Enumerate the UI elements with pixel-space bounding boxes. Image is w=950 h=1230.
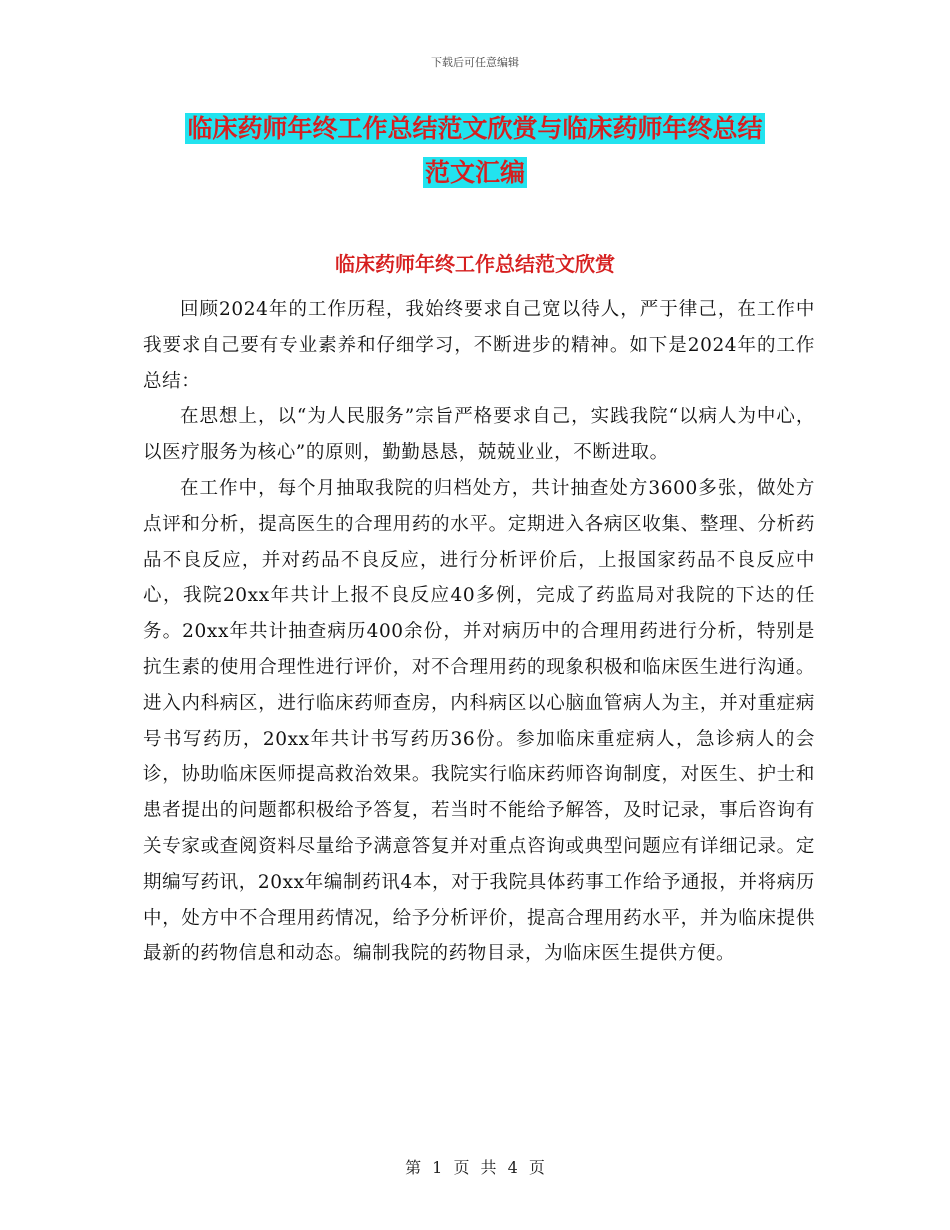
page-footer: 第 1 页 共 4 页 [405,1158,545,1177]
document-title-line1 [0,112,950,146]
section-heading: 临床药师年终工作总结范文欣赏 [335,252,615,276]
document-title-line2 [0,156,950,190]
body-text [143,292,815,972]
paragraph-1: 回顾2024年的工作历程，我始终要求自己宽以待人，严于律己，在工作中我要求自己要有专业素养和仔细学习，不断进步的精神。如下是2024年的工作总结： [143,299,815,392]
paragraph-3: 在工作中，每个月抽取我院的归档处方，共计抽查处方3600多张，做处方点评和分析，提高医生的合理用药的水平。定期进入各病区收集、整理、分析药品不良反应，并对药品不良反应，进行分析评价后，上报国家药品不良反应中心，我院20xx年共计上报不良反应40多例，完成了药监局对我院的下达的任务。20xx年共计抽查病历400余份，并对病历中的合理用药进行分析，特别是抗生素的使用合理性进行评价，对不合理用药的现象积极和临床医生进行沟通。进入内科病区，进行临床药师查房，内科病区以心脑血管病人为主，并对重症病号书写药历，20xx年共计书写药历36份。参加临床重症病人，急诊病人的会诊，协助临床医师提高救治效果。我院实行临床药师咨询制度，对医生、护士和患者提出的问题都积极给予答复，若当时不能给予解答，及时记录，事后咨询有关专家或查阅资料尽量给予满意答复并对重点咨询或典型问题应有详细记录。定期编写药讯，20xx年编制药讯4本，对于我院具体药事工作给予通报，并将病历中，处方中不合理用药情况，给予分析评价，提高合理用药水平，并为临床提供最新的药物信息和动态。编制我院的药物目录，为临床医生提供方便。 [143,477,815,965]
title-line1-text: 临床药师年终工作总结范文欣赏与临床药师年终总结 [187,114,763,143]
header-note: 下载后可任意编辑 [431,56,519,69]
title-line2-text: 范文汇编 [424,158,525,187]
paragraph-2: 在思想上，以“为人民服务”宗旨严格要求自己，实践我院“以病人为中心，以医疗服务为核心”的原则，勤勤恳恳，兢兢业业，不断进取。 [143,406,815,464]
